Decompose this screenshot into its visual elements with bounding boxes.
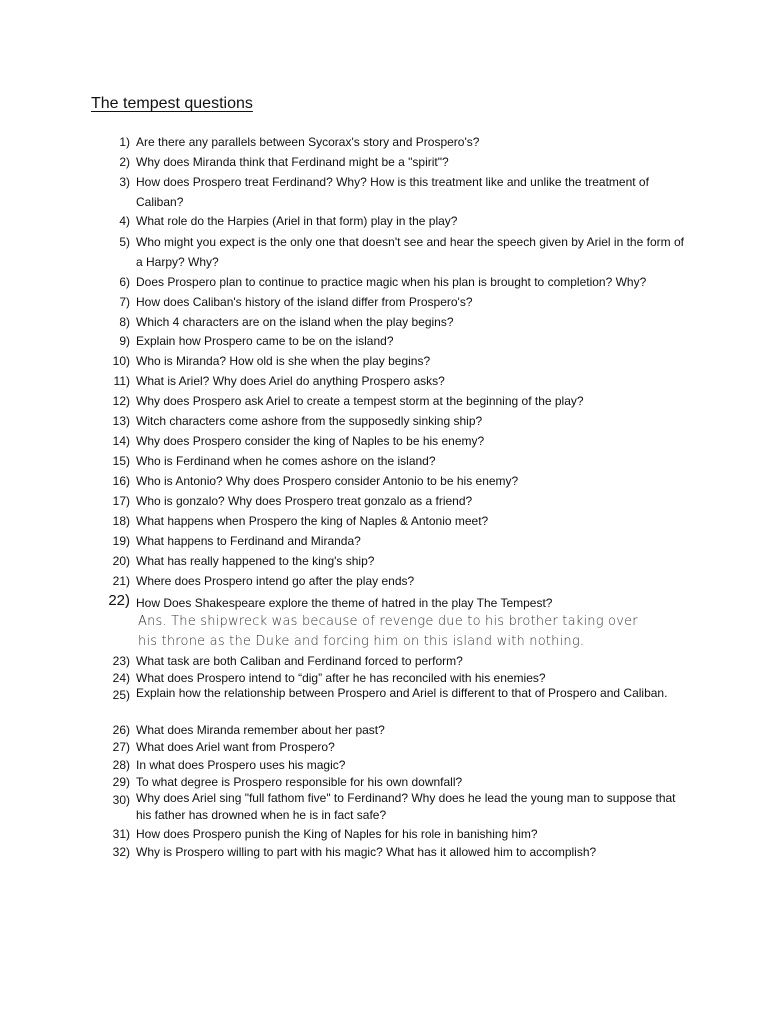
question-number: 1) [119, 135, 130, 149]
question-text: Does Prospero plan to continue to practice magic when his plan is brought to completion? Why? [136, 275, 647, 289]
question-number: 24) [112, 671, 130, 685]
question-text: Why is Prospero willing to part with his magic? What has it allowed him to accomplish? [136, 845, 597, 859]
question-text: Witch characters come ashore from the supposedly sinking ship? [136, 414, 483, 428]
question-text: What task are both Caliban and Ferdinand forced to perform? [136, 654, 463, 668]
question-text: Who is gonzalo? Why does Prospero treat gonzalo as a friend? [136, 494, 473, 508]
question-number: 4) [119, 214, 130, 228]
question-text: Who is Antonio? Why does Prospero consider Antonio to be his enemy? [136, 474, 519, 488]
question-number: 15) [112, 454, 130, 468]
question-number: 16) [112, 474, 130, 488]
question-text: Are there any parallels between Sycorax's story and Prospero's? [136, 135, 480, 149]
question-number: 18) [112, 514, 130, 528]
question-number: 19) [112, 534, 130, 548]
question-text: Explain how the relationship between Prospero and Ariel is different to that of Prospero and Caliban. [136, 686, 668, 700]
question-text: How does Caliban's history of the island differ from Prospero's? [136, 295, 473, 309]
question-number: 2) [119, 155, 130, 169]
question-text: In what does Prospero uses his magic? [136, 758, 346, 772]
question-number: 5) [119, 235, 130, 249]
question-text: What happens to Ferdinand and Miranda? [136, 534, 361, 548]
question-text: Which 4 characters are on the island when the play begins? [136, 315, 454, 329]
question-number: 7) [119, 295, 130, 309]
question-number: 30) [112, 793, 130, 807]
question-number: 22) [108, 592, 130, 609]
question-text: Why does Ariel sing "full fathom five" to Ferdinand? Why does he lead the young man to suppose that his father has drowned when he is in fact safe? [136, 791, 676, 822]
question-text: Who is Ferdinand when he comes ashore on the island? [136, 454, 436, 468]
question-text: To what degree is Prospero responsible for his own downfall? [136, 775, 463, 789]
question-text: Who might you expect is the only one that doesn't see and hear the speech given by Ariel in the form of a Harpy? Why? [136, 235, 684, 269]
question-number: 9) [119, 334, 130, 348]
question-text: Why does Prospero consider the king of Naples to be his enemy? [136, 434, 485, 448]
question-number: 21) [112, 574, 130, 588]
question-text: Why does Prospero ask Ariel to create a tempest storm at the beginning of the play? [136, 394, 584, 408]
question-number: 8) [119, 315, 130, 329]
question-text: What role do the Harpies (Ariel in that form) play in the play? [136, 214, 458, 228]
question-text: What happens when Prospero the king of Naples & Antonio meet? [136, 514, 489, 528]
answer-text: Ans. The shipwreck was because of revenge due to his brother taking over his throne as the Duke and forcing him on this island with nothing. [138, 614, 638, 649]
question-number: 14) [112, 434, 130, 448]
question-number: 28) [112, 758, 130, 772]
question-text: Why does Miranda think that Ferdinand might be a "spirit"? [136, 155, 449, 169]
question-text: How Does Shakespeare explore the theme of hatred in the play The Tempest? [136, 596, 553, 610]
question-number: 32) [112, 845, 130, 859]
question-text: What is Ariel? Why does Ariel do anything Prospero asks? [136, 374, 445, 388]
question-number: 29) [112, 775, 130, 789]
document-title: The tempest questions [91, 95, 253, 112]
question-number: 3) [119, 175, 130, 189]
question-number: 17) [112, 494, 130, 508]
question-number: 31) [112, 827, 130, 841]
question-text: What does Prospero intend to “dig” after he has reconciled with his enemies? [136, 671, 546, 685]
question-text: What does Ariel want from Prospero? [136, 740, 335, 754]
question-number: 11) [113, 374, 130, 388]
question-text: What does Miranda remember about her past? [136, 723, 385, 737]
question-number: 23) [112, 654, 130, 668]
question-number: 20) [112, 554, 130, 568]
question-number: 26) [112, 723, 130, 737]
question-number: 25) [112, 688, 130, 702]
question-text: How does Prospero punish the King of Naples for his role in banishing him? [136, 827, 538, 841]
question-text: What has really happened to the king's ship? [136, 554, 375, 568]
question-text: Who is Miranda? How old is she when the play begins? [136, 354, 431, 368]
question-number: 13) [112, 414, 130, 428]
question-number: 12) [112, 394, 130, 408]
question-text: How does Prospero treat Ferdinand? Why? How is this treatment like and unlike the treatment of Caliban? [136, 175, 649, 209]
question-number: 10) [112, 354, 130, 368]
question-number: 6) [119, 275, 130, 289]
question-text: Where does Prospero intend go after the play ends? [136, 574, 415, 588]
question-text: Explain how Prospero came to be on the island? [136, 334, 394, 348]
question-number: 27) [112, 740, 130, 754]
